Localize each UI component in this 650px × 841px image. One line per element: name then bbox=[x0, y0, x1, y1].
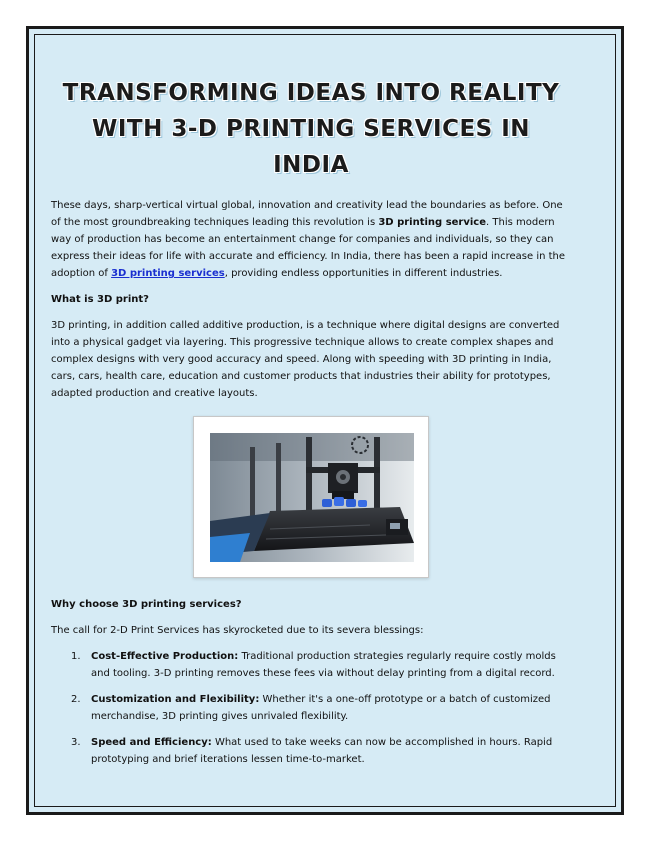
list-item-label: Speed and Efficiency: bbox=[91, 737, 212, 748]
why-heading: Why choose 3D printing services? bbox=[51, 599, 242, 610]
why-intro: The call for 2-D Print Services has skyrocketed due to its severa blessings: bbox=[51, 625, 424, 636]
list-item-label: Customization and Flexibility: bbox=[91, 694, 260, 705]
list-item bbox=[71, 734, 571, 768]
intro-text-2: . This modern way of production has become an entertainment change for companies and individuals, so they can express their ideas for life with accurate and efficiency. In India, there has been a rapid increase in the adoption of bbox=[51, 217, 566, 279]
list-item-number: 3. bbox=[71, 737, 81, 748]
list-item bbox=[71, 648, 571, 682]
benefits-list bbox=[51, 648, 571, 768]
what-heading: What is 3D print? bbox=[51, 294, 149, 305]
intro-bold-term: 3D printing service bbox=[378, 217, 487, 228]
list-item-number: 1. bbox=[71, 651, 81, 662]
list-item-text: What used to take weeks can now be accomplished in hours. Rapid prototyping and brief iterations lessen time-to-market. bbox=[91, 737, 553, 765]
printer-photo-frame bbox=[193, 416, 429, 578]
what-paragraph: 3D printing, in addition called additive production, is a technique where digital designs are converted into a physical gadget via layering. This progressive technique allows to create complex shapes and complex designs with very good accuracy and speed. Along with speeding with 3D printing in India, cars, cars, health care, education and customer products that industries their ability for prototypes, adapted production and creative layouts. bbox=[51, 320, 560, 399]
page-title bbox=[51, 75, 571, 183]
list-item-label: Cost-Effective Production: bbox=[91, 651, 239, 662]
intro-text-1: These days, sharp-vertical virtual global, innovation and creativity lead the boundaries as before. One of the most groundbreaking techniques leading this revolution is bbox=[51, 200, 563, 228]
title-line-1: TRANSFORMING IDEAS INTO REALITY bbox=[62, 80, 560, 106]
document-content bbox=[51, 75, 571, 777]
list-item bbox=[71, 691, 571, 725]
list-item-text: Whether it's a one-off prototype or a batch of customized merchandise, 3D printing gives unrivaled flexibility. bbox=[91, 694, 551, 722]
list-item-text: Traditional production strategies regularly require costly molds and tooling. 3-D printing removes these fees via without delay printing from a digital record. bbox=[91, 651, 556, 679]
intro-text-3: , providing endless opportunities in different industries. bbox=[224, 268, 503, 279]
3d-printing-services-link[interactable]: 3D printing services bbox=[111, 268, 225, 279]
title-line-2: WITH 3-D PRINTING SERVICES IN INDIA bbox=[91, 116, 531, 178]
intro-paragraph bbox=[51, 197, 571, 282]
list-item-number: 2. bbox=[71, 694, 81, 705]
3d-printer-photo bbox=[210, 433, 414, 562]
